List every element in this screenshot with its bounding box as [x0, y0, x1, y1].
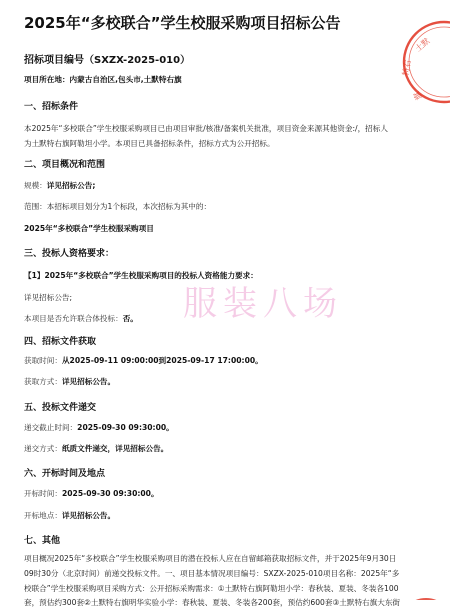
submit-method-label: 递交方式：	[24, 444, 62, 453]
conditions-line-1: 本2025年“多校联合”学生校服采购项目已由项目审批/核准/备案机关批准，项目资金来源其他资金:/，招标人	[24, 124, 388, 133]
section-heading-qualification: 三、投标人资格要求：	[24, 249, 115, 259]
obtain-method-value: 详见招标公告。	[61, 377, 116, 386]
submit-deadline-label: 递交截止时间：	[24, 423, 78, 432]
section-heading-conditions: 一、招标条件	[24, 102, 79, 112]
obtain-method-row	[24, 376, 115, 387]
qualification-detail: 详见招标公告;	[24, 293, 73, 302]
scale-row	[24, 180, 95, 191]
submit-method-value: 纸质文件递交，详见招标公告。	[61, 444, 169, 453]
obtain-method-label: 获取方式：	[24, 377, 62, 386]
section-heading-obtain: 四、招标文件获取	[24, 337, 97, 347]
section-heading-submit: 五、投标文件递交	[24, 403, 97, 413]
other-line-2: 09时30分（北京时间）前递交投标文件。一、项目基本情况项目编号：SXZX-2025-010项目名称：2025年“多	[24, 569, 400, 578]
opening-time-value: 2025-09-30 09:30:00。	[61, 489, 159, 498]
section-heading-overview: 二、项目概况和范围	[24, 160, 106, 170]
other-line-4: 套，预估约300套②土默特右旗明华实验小学：春秋装、夏装、冬装各200套，预估约600套③土默特右旗大东街	[24, 598, 401, 607]
submit-method-row	[24, 443, 168, 454]
svg-text:旗: 旗	[411, 90, 424, 102]
qualification-sub: 【1】2025年“多校联合”学生校服采购项目的投标人资格能力要求：	[24, 271, 258, 280]
opening-place-value: 详见招标公告。	[61, 511, 116, 520]
scope-item: 2025年“多校联合”学生校服采购项目	[24, 224, 154, 233]
opening-time-row	[24, 488, 159, 499]
svg-text:特右: 特右	[401, 59, 413, 77]
union-row	[24, 313, 138, 324]
other-line-3: 校联合”学生校服采购项目采购方式：公开招标采购需求：①土默特右旗阿勒坦小学：春秋装、夏装、冬装各100	[24, 584, 399, 593]
project-number: 招标项目编号（SXZX-2025-010）	[24, 55, 191, 66]
official-seal	[378, 10, 450, 110]
other-line-1: 项目概况2025年“多校联合”学生校服采购项目的潜在投标人应在自留邮箱获取招标文件，并于2025年9月30日	[24, 554, 397, 563]
section-heading-opening: 六、开标时间及地点	[24, 469, 106, 479]
opening-place-row	[24, 510, 115, 521]
bottom-seal	[396, 590, 450, 600]
conditions-line-2: 为土默特右旗阿勒坦小学。本项目已具备招标条件，招标方式为公开招标。	[24, 139, 275, 148]
submit-deadline-row	[24, 422, 174, 433]
opening-place-label: 开标地点：	[24, 511, 62, 520]
obtain-time-value: 从2025-09-11 09:00:00到2025-09-17 17:00:00。	[61, 356, 263, 365]
obtain-time-label: 获取时间：	[24, 356, 62, 365]
opening-time-label: 开标时间：	[24, 489, 62, 498]
watermark: 服装八场	[183, 284, 343, 324]
union-value: 否。	[122, 314, 138, 323]
section-heading-other: 七、其他	[24, 536, 61, 546]
project-location: 项目所在地：内蒙古自治区,包头市,土默特右旗	[24, 75, 182, 84]
scale-value: 详见招标公告;	[46, 181, 96, 190]
svg-text:土默: 土默	[413, 36, 432, 54]
scope-text: 范围：本招标项目划分为1个标段，本次招标为其中的：	[24, 202, 212, 211]
submit-deadline-value: 2025-09-30 09:30:00。	[77, 423, 174, 432]
scale-label: 规模：	[24, 181, 47, 190]
page-title: 2025年“多校联合”学生校服采购项目招标公告	[24, 14, 341, 32]
union-label: 本项目是否允许联合体投标：	[24, 314, 123, 323]
obtain-time-row	[24, 355, 263, 366]
